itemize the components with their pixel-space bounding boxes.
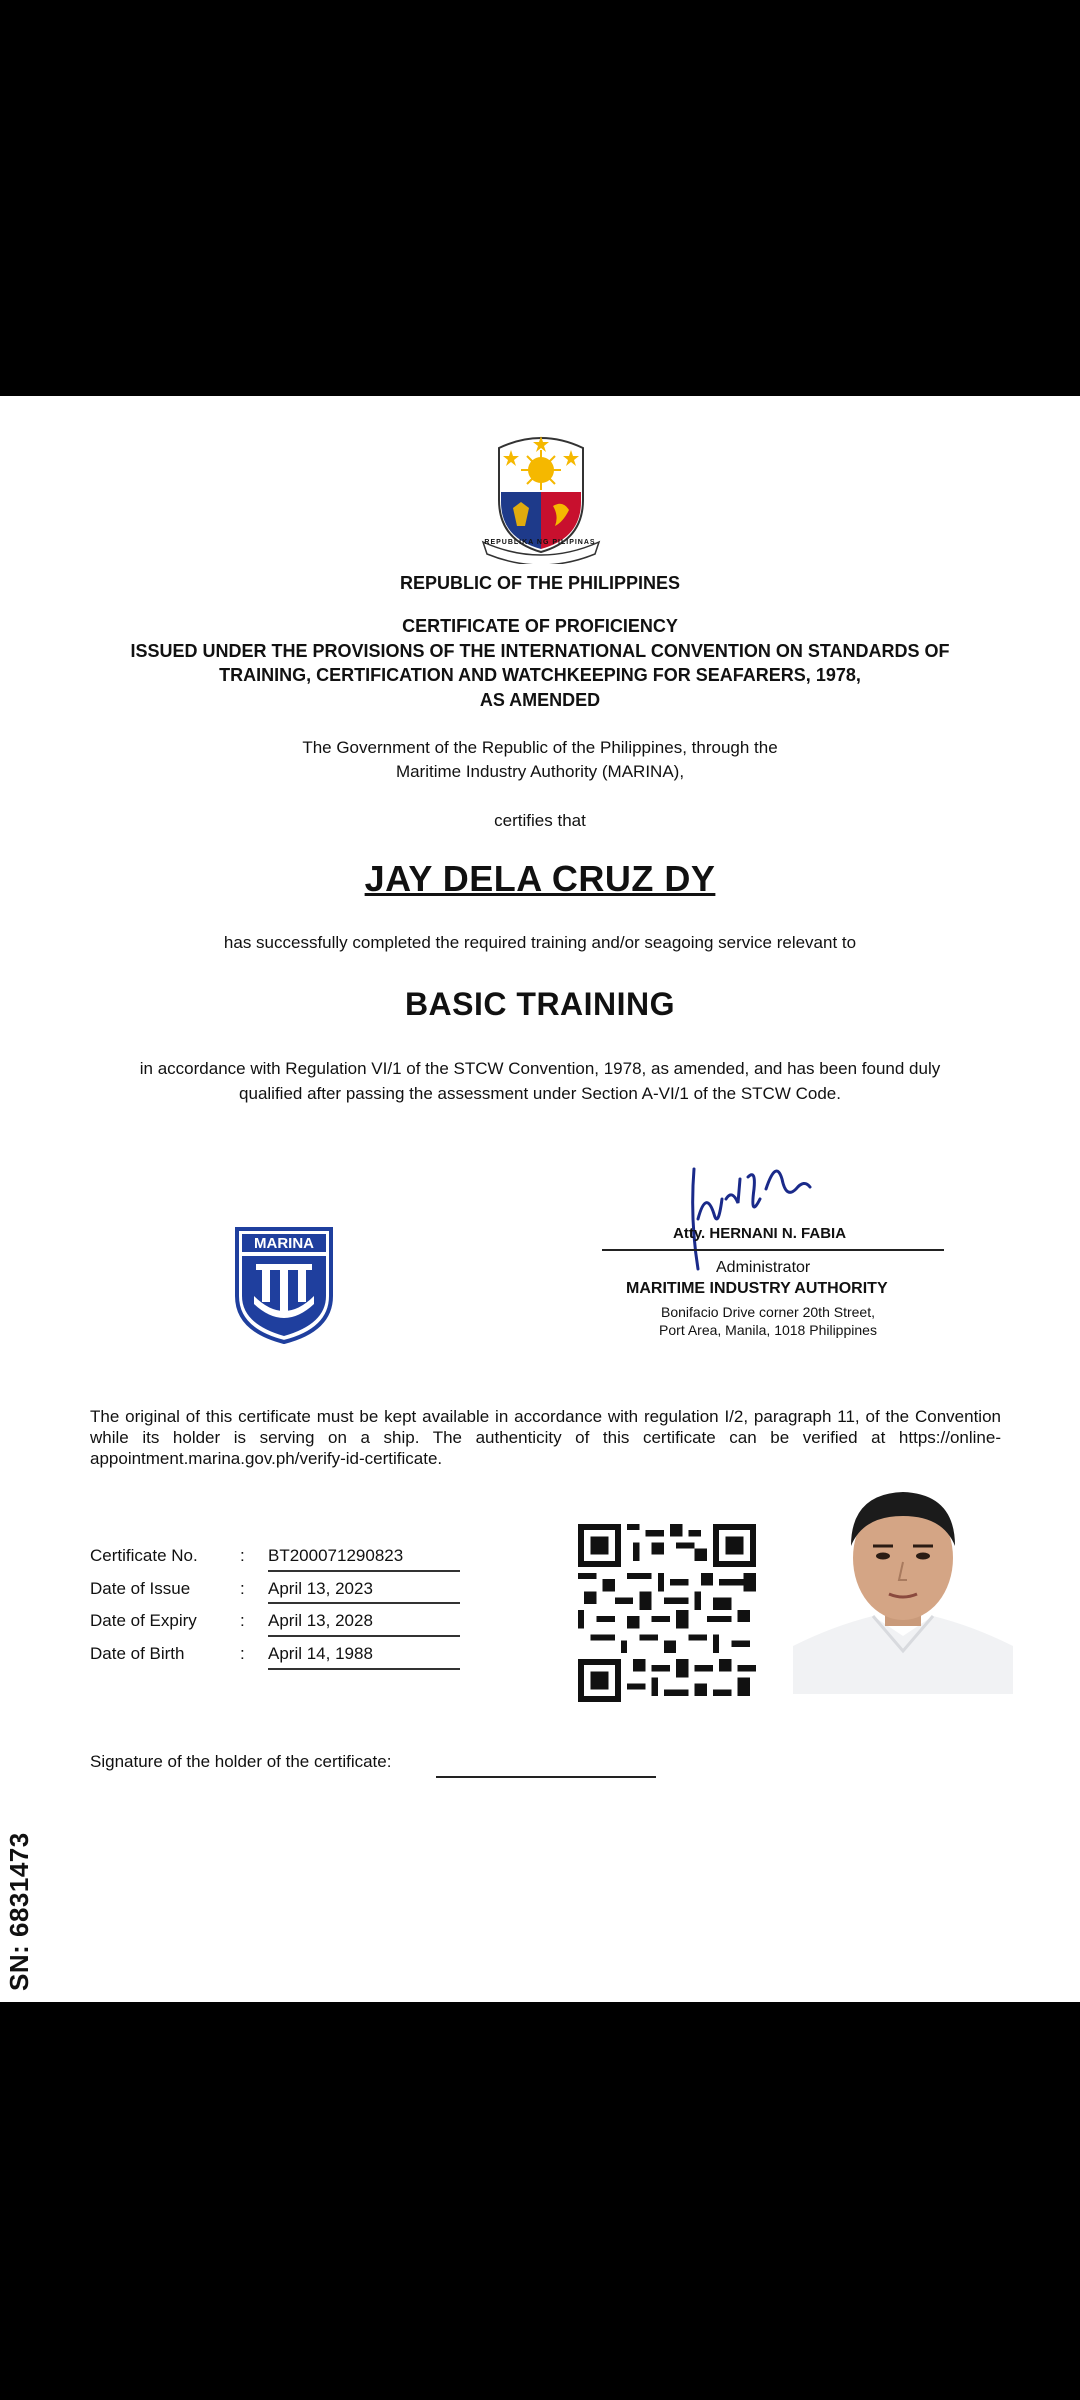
date-of-expiry-value: April 13, 2028 — [268, 1611, 373, 1630]
certifies-text: certifies that — [494, 811, 586, 830]
qr-code-icon[interactable] — [578, 1524, 756, 1702]
date-of-birth-label: Date of Birth — [90, 1644, 185, 1663]
accord-line: in accordance with Regulation VI/1 of the STCW Convention, 1978, as amended, and has been found duly — [139, 1059, 941, 1078]
title-line: CERTIFICATE OF PROFICIENCY — [402, 616, 678, 636]
holder-name: JAY DELA CRUZ DY — [364, 858, 716, 899]
field-underline — [268, 1570, 460, 1572]
certificate-document — [0, 396, 1080, 2002]
signatory-organization: MARITIME INDUSTRY AUTHORITY — [626, 1280, 888, 1297]
date-of-expiry-label: Date of Expiry — [90, 1611, 197, 1630]
holder-signature-line — [436, 1776, 656, 1778]
republic-heading: REPUBLIC OF THE PHILIPPINES — [399, 573, 681, 593]
authenticity-note: The original of this certificate must be kept available in accordance with regulation I/2, paragraph 11, of the Convention while its holder is serving on a ship. The authenticity of this certificate can be verified at https://online-appointment.marina.gov.ph/verify-id-certificate. — [90, 1407, 1001, 1468]
completed-text: has successfully completed the required training and/or seagoing service relevant to — [223, 933, 857, 952]
accord-line: qualified after passing the assessment under Section A-VI/1 of the STCW Code. — [239, 1084, 841, 1103]
certificate-no-value: BT200071290823 — [268, 1546, 404, 1565]
date-of-birth-value: April 14, 1988 — [268, 1644, 373, 1663]
certificate-no-label: Certificate No. — [90, 1546, 198, 1565]
signatory-address — [648, 1303, 888, 1339]
serial-number: SN: 6831473 — [4, 1832, 34, 1991]
signature-line — [602, 1249, 944, 1251]
title-line: TRAINING, CERTIFICATION AND WATCHKEEPING FOR SEAFARERS, 1978, — [219, 665, 861, 685]
title-line: AS AMENDED — [479, 689, 601, 710]
govt-line: Maritime Industry Authority (MARINA), — [395, 762, 685, 781]
marina-logo-text: MARINA — [254, 1235, 314, 1252]
govt-line: The Government of the Republic of the Philippines, through the — [302, 738, 778, 757]
signatory-title: Administrator — [716, 1259, 811, 1276]
field-underline — [268, 1602, 460, 1604]
field-underline — [268, 1668, 460, 1670]
title-line: ISSUED UNDER THE PROVISIONS OF THE INTERNATIONAL CONVENTION ON STANDARDS OF — [130, 640, 950, 661]
holder-photo — [793, 1476, 1013, 1694]
marina-logo-icon — [234, 1226, 334, 1344]
date-of-issue-label: Date of Issue — [90, 1579, 191, 1598]
colon: : — [240, 1579, 245, 1598]
government-statement — [0, 736, 1080, 784]
course-title: BASIC TRAINING — [404, 986, 676, 1022]
field-underline — [268, 1635, 460, 1637]
address-line: Port Area, Manila, 1018 Philippines — [659, 1322, 877, 1338]
colon: : — [240, 1611, 245, 1630]
date-of-issue-value: April 13, 2023 — [268, 1579, 373, 1598]
accordance-text — [0, 1056, 1080, 1106]
signatory-name: Atty. HERNANI N. FABIA — [673, 1225, 847, 1242]
crest-banner-text: REPUBLIKA NG PILIPINAS — [484, 539, 596, 546]
holder-signature-label: Signature of the holder of the certificate: — [90, 1752, 392, 1771]
address-line: Bonifacio Drive corner 20th Street, — [661, 1304, 875, 1320]
colon: : — [240, 1546, 245, 1565]
certificate-title — [0, 614, 1080, 712]
colon: : — [240, 1644, 245, 1663]
